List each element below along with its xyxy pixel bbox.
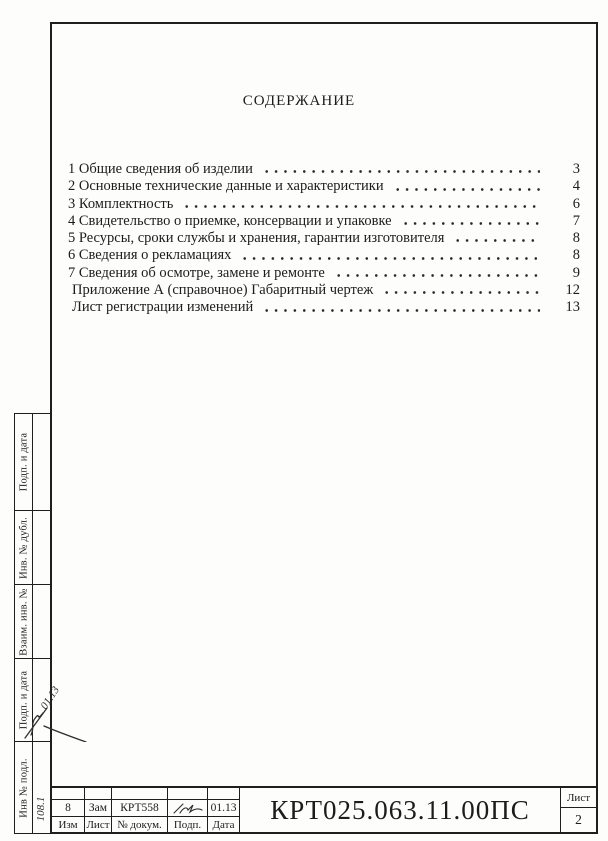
rev-cell-empty <box>208 788 239 799</box>
sidebar-box-label: Инв. № дубл. <box>18 516 29 579</box>
dotted-leader <box>180 200 540 211</box>
rev-cell-empty <box>168 788 208 799</box>
sidebar-box-value-cell <box>33 414 51 510</box>
toc-row <box>68 213 580 230</box>
sidebar-box-value-cell <box>33 511 51 584</box>
toc-item-page: 8 <box>572 230 580 247</box>
sidebar-box-label: Инв № подл. <box>18 757 29 818</box>
sidebar-box-label-cell <box>15 414 33 510</box>
toc-row <box>68 282 580 299</box>
sidebar-box-label-cell <box>15 742 33 833</box>
toc-item-label: 4 Свидетельство о приемке, консервации и упаковке <box>68 212 392 229</box>
toc-item-page: 9 <box>572 264 580 281</box>
sidebar-box-inv-dupl <box>14 510 52 585</box>
dotted-leader <box>391 183 540 194</box>
revision-table <box>52 788 240 832</box>
dotted-leader <box>238 252 540 263</box>
sidebar-box-sign-date-2 <box>14 658 52 742</box>
rev-dokum-value: КРТ558 <box>112 799 168 816</box>
toc-item-label: Приложение А (справочное) Габаритный чертеж <box>72 282 374 299</box>
inventory-number-text: 108.1 <box>35 796 47 822</box>
sidebar-box-label: Подп. и дата <box>18 432 29 492</box>
sidebar-box-sign-date-1 <box>14 413 52 511</box>
table-of-contents <box>68 161 580 317</box>
toc-item-page: 13 <box>565 299 580 316</box>
dotted-leader <box>260 304 540 315</box>
rev-cell-empty <box>52 788 85 799</box>
dotted-leader <box>260 165 540 176</box>
rev-izm-header: Изм <box>52 816 85 832</box>
rev-list-value: Зам <box>85 799 112 816</box>
sidebar-box-value-cell <box>33 659 51 741</box>
sidebar-box-label-cell <box>15 585 33 658</box>
toc-item-label: 5 Ресурсы, сроки службы и хранения, гарантии изготовителя <box>68 230 445 247</box>
toc-item-page: 8 <box>572 247 580 264</box>
rev-data-header: Дата <box>208 816 239 832</box>
toc-item-label: 7 Сведения об осмотре, замене и ремонте <box>68 264 325 281</box>
sidebar-box-value-cell <box>33 585 51 658</box>
dotted-leader <box>380 286 540 297</box>
document-code: КРТ025.063.11.00ПС <box>270 794 530 825</box>
rev-cell-empty <box>112 788 168 799</box>
sidebar-box-label-cell <box>15 659 33 741</box>
dotted-leader <box>399 217 540 228</box>
page-frame <box>50 22 598 834</box>
toc-item-label: 2 Основные технические данные и характеристики <box>68 178 384 195</box>
title-block <box>50 786 598 834</box>
toc-item-label: 6 Сведения о рекламациях <box>68 247 232 264</box>
sidebar-box-label: Взаим. инв. № <box>18 587 29 656</box>
sidebar-box-label-cell <box>15 511 33 584</box>
rev-cell-empty <box>85 788 112 799</box>
dotted-leader <box>332 269 540 280</box>
toc-item-label: Лист регистрации изменений <box>72 299 254 316</box>
handwritten-date: 01.13 <box>38 684 62 712</box>
toc-item-label: 3 Комплектность <box>68 195 174 212</box>
toc-row <box>68 265 580 282</box>
rev-data-value: 01.13 <box>208 799 239 816</box>
toc-item-page: 3 <box>572 161 580 177</box>
toc-row <box>68 299 580 316</box>
sheet-cell <box>560 788 596 832</box>
toc-row <box>68 247 580 264</box>
toc-item-page: 6 <box>572 195 580 212</box>
dotted-leader <box>451 234 540 245</box>
sheet-label: Лист <box>561 788 596 808</box>
toc-row <box>68 196 580 213</box>
toc-row <box>68 230 580 247</box>
sidebar-box-value-cell <box>33 742 51 833</box>
rev-list-header: Лист <box>85 816 112 832</box>
toc-row <box>68 178 580 195</box>
rev-podp-value <box>168 799 208 816</box>
toc-item-page: 12 <box>565 282 580 299</box>
rev-dokum-header: № докум. <box>112 816 168 832</box>
toc-item-page: 7 <box>572 212 580 229</box>
rev-podp-header: Подп. <box>168 816 208 832</box>
sheet-number: 2 <box>575 812 582 827</box>
toc-row <box>68 161 580 178</box>
page-title: СОДЕРЖАНИЕ <box>242 93 356 109</box>
sidebar-box-label: Подп. и дата <box>18 670 29 730</box>
toc-item-page: 4 <box>572 178 580 195</box>
handwritten-signature-small <box>171 802 205 815</box>
rev-izm-value: 8 <box>52 799 85 816</box>
sidebar-box-vzaim-inv <box>14 584 52 659</box>
toc-item-label: 1 Общие сведения об изделии <box>68 161 253 177</box>
sidebar-box-inv-podl <box>14 741 52 834</box>
